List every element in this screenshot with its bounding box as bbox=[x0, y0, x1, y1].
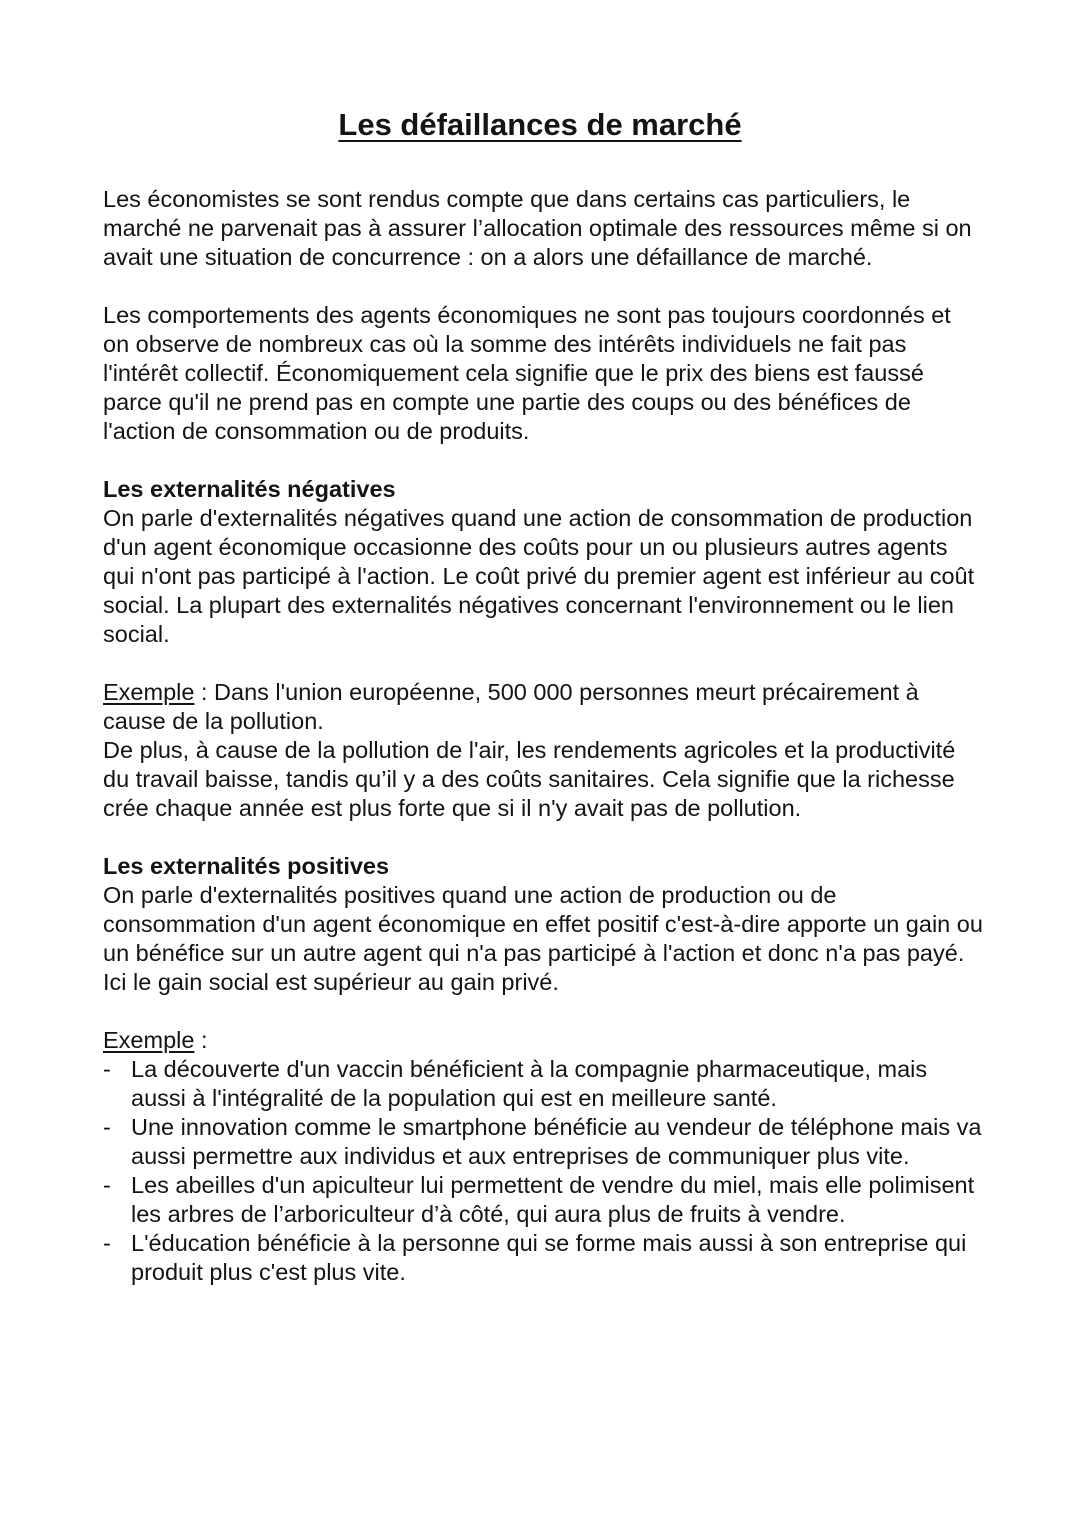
positive-example-suffix: : bbox=[194, 1027, 208, 1053]
positive-externalities-text: On parle d'externalités positives quand une action de production ou de consommation d'un agent économique en effet positif c'est-à-dire apporte un gain ou un bénéfice sur un autre agent qui n'a pas participé à l'action et donc n'a pas payé. Ici le gain social est supérieur au gain privé. bbox=[103, 882, 983, 995]
intro-paragraph-1: Les économistes se sont rendus compte que dans certains cas particuliers, le marché ne parvenait pas à assurer l’allocation optimale des ressources même si on avait une situation de concurrence : on a alors une défaillance de marché. bbox=[103, 186, 972, 270]
negative-example-more: De plus, à cause de la pollution de l'air, les rendements agricoles et la productivité du travail baisse, tandis qu’il y a des coûts sanitaires. Cela signifie que la richesse crée chaque année est plus forte que si il n'y avait pas de pollution. bbox=[103, 737, 956, 821]
positive-examples-list bbox=[103, 1055, 983, 1287]
intro-paragraph-2: Les comportements des agents économiques ne sont pas toujours coordonnés et on observe de nombreux cas où la somme des intérêts individuels ne fait pas l'intérêt collectif. Économiquement cela signifie que le prix des biens est faussé parce qu'il ne prend pas en compte une partie des coups ou des bénéfices de l'action de consommation ou de produits. bbox=[103, 302, 951, 444]
negative-externalities-heading: Les externalités négatives bbox=[103, 476, 396, 502]
positive-example-label: Exemple bbox=[103, 1027, 195, 1053]
page-title: Les défaillances de marché bbox=[338, 107, 742, 142]
negative-example-text: : Dans l'union européenne, 500 000 personnes meurt précairement à cause de la pollution. bbox=[103, 679, 919, 734]
list-item: - Une innovation comme le smartphone bénéficie au vendeur de téléphone mais va aussi permettre aux individus et aux entreprises de communiquer plus vite. bbox=[103, 1113, 983, 1171]
list-item: - L'éducation bénéficie à la personne qui se forme mais aussi à son entreprise qui produit plus c'est plus vite. bbox=[103, 1229, 983, 1287]
list-item: - La découverte d'un vaccin bénéficient à la compagnie pharmaceutique, mais aussi à l'intégralité de la population qui est en meilleure santé. bbox=[103, 1055, 983, 1113]
negative-externalities-text: On parle d'externalités négatives quand une action de consommation de production d'un agent économique occasionne des coûts pour un ou plusieurs autres agents qui n'ont pas participé à l'action. Le coût privé du premier agent est inférieur au coût social. La plupart des externalités négatives concernant l'environnement ou le lien social. bbox=[103, 505, 975, 647]
list-item: - Les abeilles d'un apiculteur lui permettent de vendre du miel, mais elle polimisent les arbres de l’arboriculteur d’à côté, qui aura plus de fruits à vendre. bbox=[103, 1171, 983, 1229]
positive-externalities-heading: Les externalités positives bbox=[103, 853, 390, 879]
negative-example bbox=[103, 678, 983, 736]
negative-example-label: Exemple bbox=[103, 679, 195, 705]
positive-example bbox=[103, 1026, 983, 1055]
document-body bbox=[103, 185, 983, 1287]
